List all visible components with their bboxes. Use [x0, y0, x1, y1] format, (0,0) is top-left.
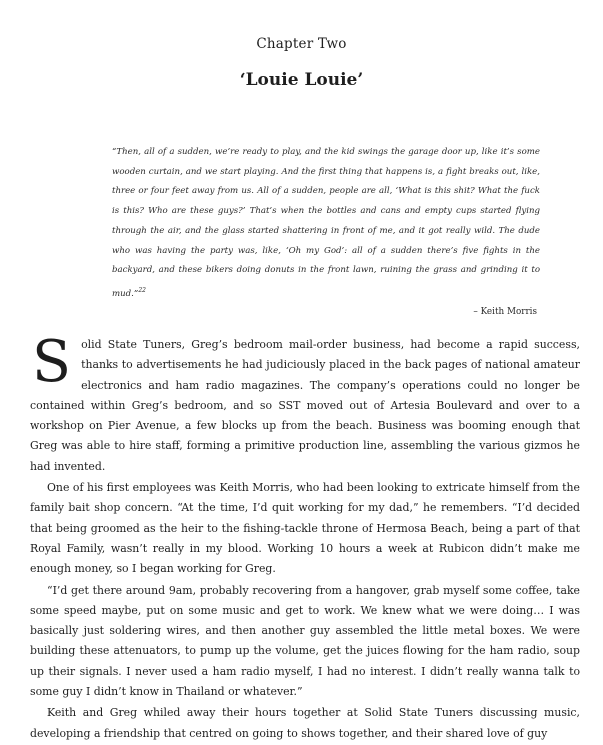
- paragraph-text: olid State Tuners, Greg’s bedroom mail-order business, had become a rapid success, thanks to advertisements he had judiciously placed in the back pages of national amateur electronics and ham radio magazines. The company’s operations could no longer be contained within Greg’s bedroom, and so SST moved out of Artesia Boulevard and over to a workshop on Pier Avenue, a few blocks up from the beach. Business was booming enough that Greg was able to hire staff, forming a primitive production line, assembling the various gizmos he had invented.: [30, 338, 580, 473]
- epigraph-quote: [112, 143, 540, 304]
- chapter-title: ‘Louie Louie’: [239, 70, 364, 90]
- paragraph: One of his first employees was Keith Morris, who had been looking to extricate himself from the family bait shop concern. “At the time, I’d quit working for my dad,” he remembers. “I’d decided that being groomed as the heir to the fishing-tackle throne of Hermosa Beach, being a part of that Royal Family, wasn’t really in my blood. Working 10 hours a week at Rubicon didn’t make me enough money, so I began working for Greg.: [30, 481, 580, 576]
- footnote-marker[interactable]: 22: [138, 286, 146, 294]
- paragraph: Keith and Greg whiled away their hours together at Solid State Tuners discussing music, developing a friendship that centred on going to shows together, and their shared love of guy: [30, 706, 580, 740]
- epigraph-text: “Then, all of a sudden, we’re ready to play, and the kid swings the garage door up, like it’s some wooden curtain, and we start playing. And the first thing that happens is, a fight breaks out, like, three or four feet away from us. All of a sudden, people are all, ‘What is this shit? What the fuck is this? Who are these guys?’ That’s when the bottles and cans and empty cups started flying through the air, and the glass started shattering in front of me, and it got really wild. The dude who was having the party was, like, ‘Oh my God’: all of a sudden there’s five fights in the backyard, and these bikers doing donuts in the front lawn, ruining the grass and grinding it to mud.”: [112, 147, 540, 299]
- paragraph: [30, 329, 580, 477]
- chapter-label: Chapter Two: [256, 36, 347, 52]
- paragraph: “I’d get there around 9am, probably recovering from a hangover, grab myself some coffee, take some speed maybe, put on some music and get to work. We knew what we were doing… I was basically just soldering wires, and then another guy assembled the little metal boxes. We were building these attenuators, to pump up the volume, get the juices flowing for the ham radio, soup up their signals. I never used a ham radio myself, I had no interest. I didn’t really wanna talk to some guy I didn’t know in Thailand or whatever.”: [30, 583, 580, 699]
- epigraph-attribution: – Keith Morris: [473, 307, 537, 317]
- body-text: [30, 329, 580, 745]
- drop-cap: S: [32, 329, 72, 395]
